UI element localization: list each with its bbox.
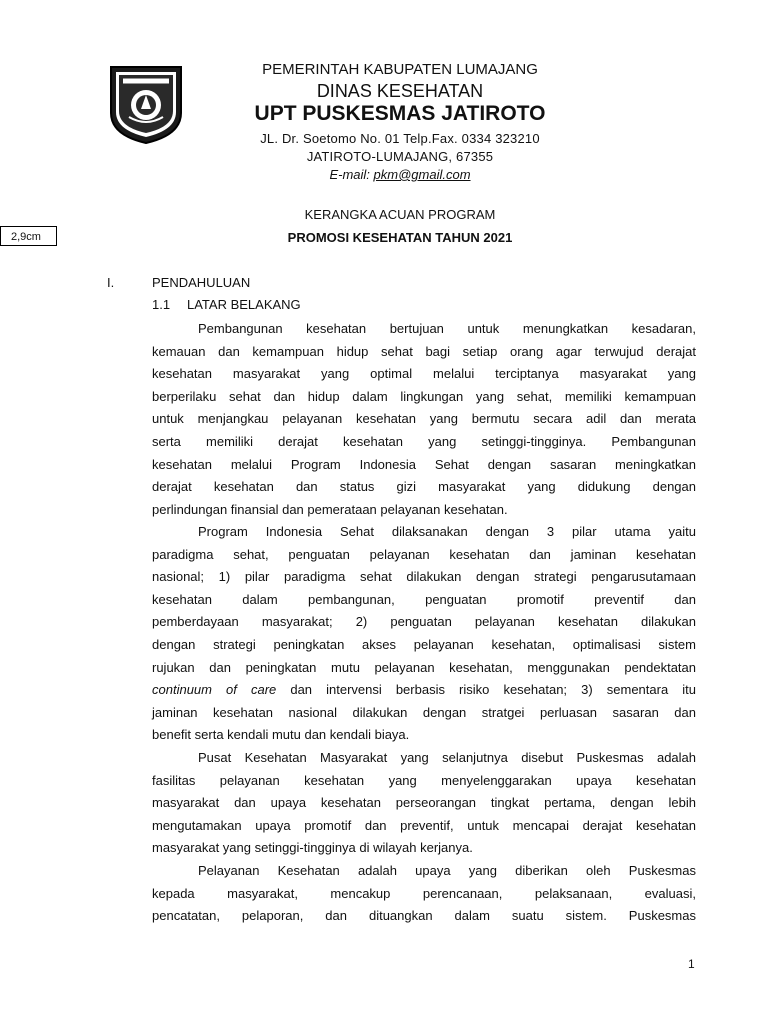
paragraph-line: kesehatan dalam pembangunan, penguatan promotif preventif dan (152, 591, 696, 607)
paragraph-line: pencatatan, pelaporan, dan dituangkan dalam suatu sistem. Puskesmas (152, 908, 696, 924)
paragraph-line: kesehatan masyarakat yang optimal melalui terciptanya masyarakat yang (152, 366, 696, 382)
subsection-number: 1.1 (152, 297, 171, 312)
paragraph-line: Program Indonesia Sehat dilaksanakan dengan 3 pilar utama yaitu (198, 524, 696, 539)
section-number: I. (107, 275, 115, 290)
italic-term: continuum of care (152, 682, 277, 698)
kop-institution: UPT PUSKESMAS JATIROTO (254, 102, 546, 125)
paragraph-line: masyarakat dan upaya kesehatan perseorangan tingkat pertama, dengan lebih (152, 795, 696, 811)
document-subtitle: PROMOSI KESEHATAN TAHUN 2021 (287, 230, 513, 245)
kop-email-line (185, 167, 615, 182)
paragraph-line: perlindungan finansial dan pemerataan pelayanan kesehatan. (152, 501, 508, 517)
email-link[interactable]: pkm@gmail.com (373, 167, 471, 182)
paragraph-line: pemberdayaan masyarakat; 2) penguatan pelayanan kesehatan dilakukan (152, 614, 696, 630)
paragraph-4 (152, 860, 696, 928)
kop-government: PEMERINTAH KABUPATEN LUMAJANG (262, 61, 538, 78)
paragraph-line: kepada masyarakat, mencakup perencanaan, pelaksanaan, evaluasi, (152, 885, 696, 901)
section-title: PENDAHULUAN (152, 275, 251, 290)
paragraph-line: Pusat Kesehatan Masyarakat yang selanjutnya disebut Puskesmas adalah (198, 750, 696, 765)
line-rest: dan intervensi berbasis risiko kesehatan; 3) sementara itu (276, 682, 696, 698)
paragraph-line: derajat kesehatan dan status gizi masyarakat yang didukung dengan (152, 479, 696, 495)
kabupaten-lumajang-logo (107, 63, 185, 145)
paragraph-line: berperilaku sehat dan hidup dalam lingkungan yang sehat, memiliki kemampuan (152, 388, 696, 404)
paragraph-2 (152, 521, 696, 747)
paragraph-line-mixed (152, 679, 696, 702)
paragraph-line: untuk menjangkau pelayanan kesehatan yang bermutu secara adil dan merata (152, 411, 696, 427)
paragraph-line: dengan strategi peningkatan akses pelayanan kesehatan, optimalisasi sistem (152, 636, 696, 652)
paragraph-line: paradigma sehat, penguatan pelayanan kesehatan dan jaminan kesehatan (152, 546, 696, 562)
paragraph-1 (152, 318, 696, 521)
paragraph-line: fasilitas pelayanan kesehatan yang menyelenggarakan upaya kesehatan (152, 772, 696, 788)
paragraph-line: mengutamakan upaya promotif dan preventif, untuk mencapai derajat kesehatan (152, 817, 696, 833)
document-title: KERANGKA ACUAN PROGRAM (304, 207, 496, 222)
page-number: 1 (688, 957, 695, 971)
paragraph-line: kesehatan melalui Program Indonesia Sehat dengan sasaran meningkatkan (152, 456, 696, 472)
paragraph-line: Pembangunan kesehatan bertujuan untuk menungkatkan kesadaran, (198, 321, 696, 336)
paragraph-line: jaminan kesehatan nasional dilakukan dengan stratgei perluasan sasaran dan (152, 704, 696, 720)
paragraph-line: benefit serta kendali mutu dan kendali biaya. (152, 727, 410, 743)
paragraph-line: rujukan dan peningkatan mutu pelayanan kesehatan, menggunakan pendektatan (152, 659, 696, 675)
kop-city: JATIROTO-LUMAJANG, 67355 (306, 149, 494, 164)
margin-annotation: 2,9cm (0, 226, 57, 246)
paragraph-line: kemauan dan kemampuan hidup sehat bagi setiap orang agar terwujud derajat (152, 343, 696, 359)
email-label: E-mail: (329, 167, 374, 182)
subsection-title: LATAR BELAKANG (187, 297, 301, 312)
paragraph-line: serta memiliki derajat kesehatan yang setinggi-tingginya. Pembangunan (152, 433, 696, 449)
kop-department: DINAS KESEHATAN (316, 81, 484, 101)
paragraph-line: masyarakat yang setinggi-tingginya di wilayah kerjanya. (152, 840, 473, 856)
kop-address: JL. Dr. Soetomo No. 01 Telp.Fax. 0334 323210 (260, 131, 540, 146)
paragraph-line: Pelayanan Kesehatan adalah upaya yang diberikan oleh Puskesmas (198, 863, 696, 878)
paragraph-line: nasional; 1) pilar paradigma sehat dilakukan dengan strategi pengarusutamaan (152, 569, 696, 585)
paragraph-3 (152, 747, 696, 860)
